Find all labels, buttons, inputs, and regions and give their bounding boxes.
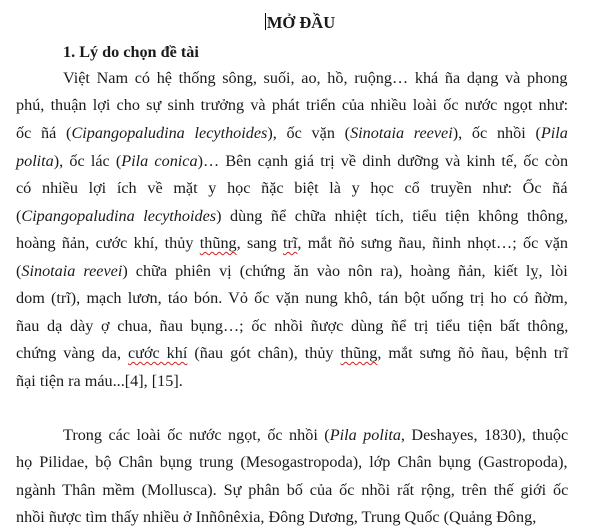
text-line [16,371,183,391]
text-line [16,178,568,198]
text-run: , mắt ñỏ sưng ñau, ñinh nhọt…; ốc vặn [297,234,568,252]
text-run: Việt Nam có hệ thống sông, suối, ao, hồ, ruộng… khá ña dạng và phong [63,69,568,87]
species-name: Cipangopaludina lecythoides [21,207,217,225]
text-line [16,480,568,500]
text-run: ( [16,207,22,225]
text-run: ), ốc vặn ( [267,124,351,142]
text-run: ñại tiện ra máu...[4], [15]. [16,372,183,390]
text-line [63,425,568,445]
text-run: có nhiều lợi ích về mặt y học ñặc biệt là y học cổ truyền như: Ốc ñá [16,179,568,197]
species-name: Pila polita [329,426,401,444]
spellcheck-word: thũng [199,234,237,252]
species-name: Pila conica [121,152,198,170]
text-run: ốc ñá ( [16,124,72,142]
text-run: , Deshayes, 1830), thuộc [400,426,569,444]
text-line [16,95,568,115]
text-line [16,452,568,472]
text-run: phú, thuận lợi cho sự sinh trưởng và phát triển của nhiều loài ốc nước ngọt như: [16,96,569,114]
species-name: polita [16,152,54,170]
species-name: Cipangopaludina lecythoides [71,124,268,142]
text-run: ) chữa phiên vị (chứng ăn vào nôn ra), hoàng ñản, kiết lỵ, lòi [122,262,568,280]
text-line [16,233,568,253]
text-line [16,343,568,363]
text-run: , sang [236,234,283,252]
species-name: Pila [540,124,568,142]
text-line [16,151,568,171]
species-name: Sinotaia reevei [350,124,453,142]
document-title [0,12,600,34]
text-run: )… Bên cạnh giá trị về dinh dưỡng và kinh tế, ốc còn [197,152,569,170]
spellcheck-word: trĩ [283,234,298,252]
spellcheck-word: thũng [340,344,378,362]
text-line [16,288,568,308]
text-run: (ñau gót chân), thủy [187,344,341,362]
text-run: , mắt sưng ñỏ ñau, bệnh trĩ [377,344,569,362]
species-name: Sinotaia reevei [21,262,123,280]
text-run: hoàng ñản, cước khí, thủy [16,234,200,252]
text-run: ) dùng ñể chữa nhiệt tích, tiểu tiện không thông, [216,207,568,225]
text-run: dom (trĩ), mạch lươn, táo bón. Vỏ ốc vặn nung khô, tán bột uống trị ho có ñờm, [16,289,568,307]
text-line [16,123,568,143]
text-run: ), ốc lác ( [53,152,122,170]
text-run: ngành Thân mềm (Mollusca). Sự phân bố của ốc nhồi rất rộng, trên thế giới ốc [16,481,569,499]
spellcheck-word: cước khí [127,344,188,362]
section-heading: 1. Lý do chọn đề tài [63,43,199,61]
text-run: họ Pilidae, bộ Chân bụng trung (Mesogastropoda), lớp Chân bụng (Gastropoda), [16,453,568,471]
text-run: chứng vàng da, [16,344,128,362]
text-run: nhồi ñược tìm thấy nhiều ở Inñônêxia, Đông Dương, Trung Quốc (Quảng Đông, [16,508,537,526]
text-run: Trong các loài ốc nước ngọt, ốc nhồi ( [63,426,330,444]
text-run: ), ốc nhồi ( [452,124,541,142]
text-run: ñau dạ dày ợ chua, ñau bụng…; ốc nhồi ñược dùng ñể trị tiểu tiện bất thông, [16,317,569,335]
text-line [16,206,568,226]
text-line [16,316,568,336]
text-line [16,261,568,281]
text-line [63,68,567,88]
title-text: MỞ ĐẦU [266,13,336,32]
text-run: ( [16,262,22,280]
text-cursor [265,13,266,30]
text-line [16,507,536,527]
